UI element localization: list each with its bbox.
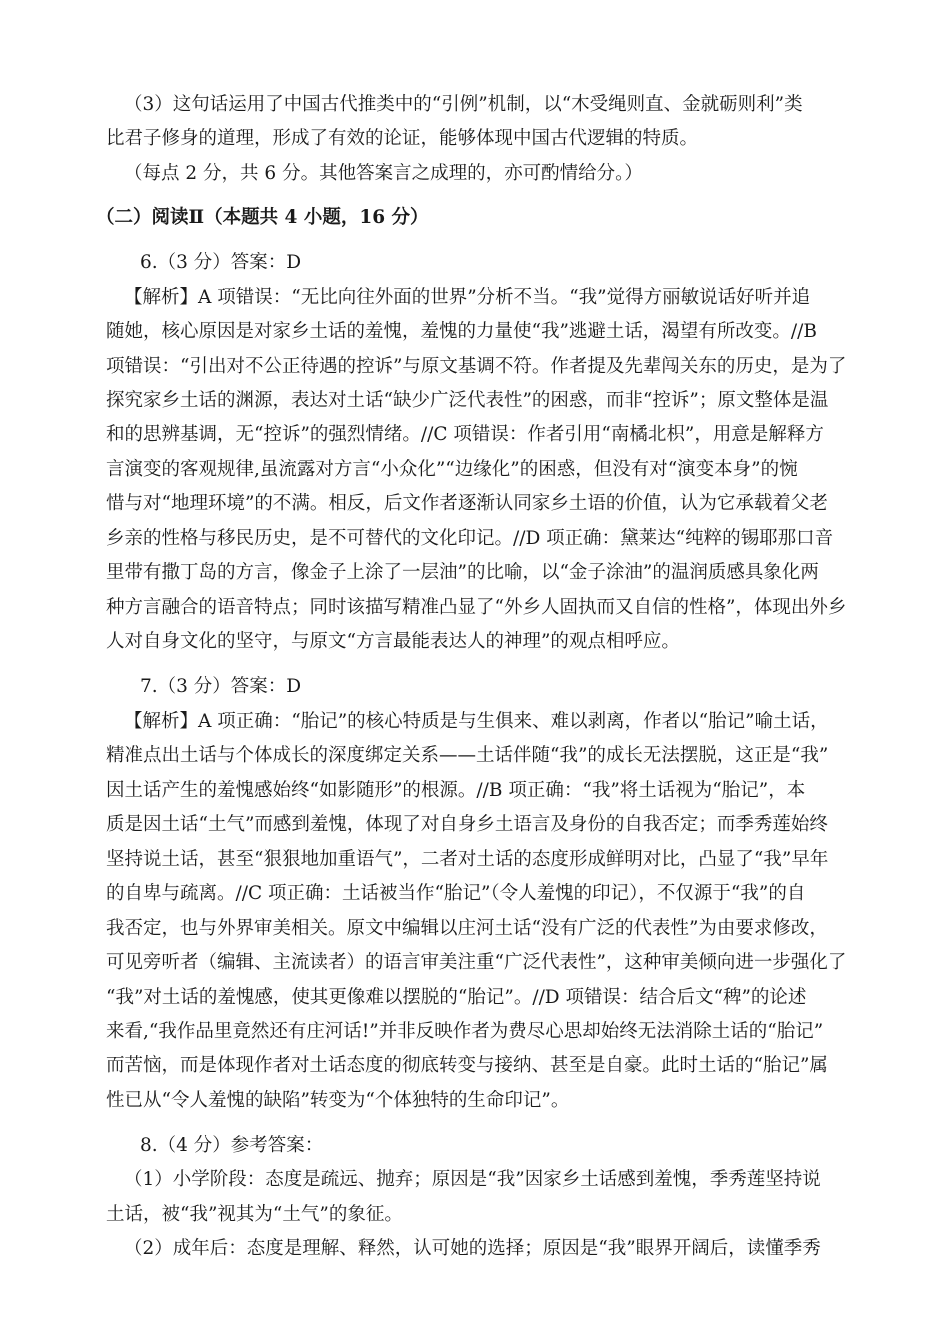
question-7-analysis-line-3: 因土话产生的羞愧感始终“如影随形”的根源。//B 项正确：“我”将土话视为“胎记”，本 bbox=[106, 780, 806, 801]
question-6-analysis-line-10: 种方言融合的语音特点；同时该描写精准凸显了“外乡人固执而又自信的性格”，体现出外乡 bbox=[106, 597, 847, 618]
answer-5-point-3-line-2: 比君子修身的道理，形成了有效的论证，能够体现中国古代逻辑的特质。 bbox=[106, 128, 699, 149]
question-6-answer: 6.（3 分）答案：D bbox=[140, 252, 302, 273]
question-8-answer-heading: 8.（4 分）参考答案： bbox=[140, 1135, 324, 1156]
question-6-analysis-line-2: 随她，核心原因是对家乡土话的羞愧，羞愧的力量使“我”逃避土话，渴望有所改变。//B bbox=[106, 321, 817, 342]
question-7-analysis-line-7: 我否定，也与外界审美相关。原文中编辑以庄河土话“没有广泛的代表性”为由要求修改， bbox=[106, 918, 828, 939]
section-heading-reading-2: （二）阅读Ⅱ（本题共 4 小题，16 分） bbox=[96, 207, 429, 228]
question-7-analysis-line-5: 坚持说土话，甚至“狠狠地加重语气”，二者对土话的态度形成鲜明对比，凸显了“我”早年 bbox=[106, 849, 829, 870]
question-7-analysis-line-6: 的自卑与疏离。//C 项正确：土话被当作“胎记”（令人羞愧的印记），不仅源于“我”的自 bbox=[106, 883, 806, 904]
answer-5-point-3-line-1: （3）这句话运用了中国古代推类中的“引例”机制，以“木受绳则直、金就砺则利”类 bbox=[124, 94, 803, 115]
question-7-analysis-line-9: “我”对土话的羞愧感，使其更像难以摆脱的“胎记”。//D 项错误：结合后文“稗”的论述 bbox=[106, 987, 807, 1008]
question-6-analysis-line-11: 人对自身文化的坚守，与原文“方言最能表达人的神理”的观点相呼应。 bbox=[106, 631, 680, 652]
scoring-note: （每点 2 分，共 6 分。其他答案言之成理的，亦可酌情给分。） bbox=[124, 163, 643, 184]
question-6-analysis-line-9: 里带有撒丁岛的方言，像金子上涂了一层油”的比喻，以“金子涂油”的温润质感具象化两 bbox=[106, 562, 819, 583]
question-6-analysis-line-8: 乡亲的性格与移民历史，是不可替代的文化印记。//D 项正确：黛莱达“纯粹的锡耶那口音 bbox=[106, 528, 834, 549]
question-7-analysis-line-10: 来看,“我作品里竟然还有庄河话!”并非反映作者为费尽心思却始终无法消除土话的“胎记” bbox=[106, 1021, 824, 1042]
question-7-analysis-line-12: 性已从“令人羞愧的缺陷”转变为“个体独特的生命印记”。 bbox=[106, 1090, 570, 1111]
question-6-analysis-line-7: 惜与对“地理环境”的不满。相反，后文作者逐渐认同家乡土语的价值，认为它承载着父老 bbox=[106, 493, 828, 514]
question-6-analysis-line-5: 和的思辨基调，无“控诉”的强烈情绪。//C 项错误：作者引用“南橘北枳”，用意是解释方 bbox=[106, 424, 824, 445]
question-8-point-2-line-1: （2）成年后：态度是理解、释然，认可她的选择；原因是“我”眼界开阔后，读懂季秀 bbox=[124, 1238, 821, 1259]
question-8-point-1-line-1: （1）小学阶段：态度是疏远、抛弃；原因是“我”因家乡土话感到羞愧，季秀莲坚持说 bbox=[124, 1169, 821, 1190]
question-7-analysis-line-8: 可见旁听者（编辑、主流读者）的语言审美注重“广泛代表性”，这种审美倾向进一步强化了 bbox=[106, 952, 847, 973]
question-6-analysis-line-3: 项错误：“引出对不公正待遇的控诉”与原文基调不符。作者提及先辈闯关东的历史，是为了 bbox=[106, 356, 847, 377]
question-6-analysis-line-1: 【解析】A 项错误：“无比向往外面的世界”分析不当。“我”觉得方丽敏说话好听并追 bbox=[124, 287, 811, 308]
question-8-point-1-line-2: 土话，被“我”视其为“土气”的象征。 bbox=[106, 1204, 403, 1225]
question-7-analysis-line-2: 精准点出土话与个体成长的深度绑定关系——土话伴随“我”的成长无法摆脱，这正是“我” bbox=[106, 745, 829, 766]
question-7-answer: 7.（3 分）答案：D bbox=[140, 676, 302, 697]
question-7-analysis-line-1: 【解析】A 项正确：“胎记”的核心特质是与生俱来、难以剥离，作者以“胎记”喻土话， bbox=[124, 711, 829, 732]
question-6-analysis-line-4: 探究家乡土话的渊源，表达对土话“缺少广泛代表性”的困惑，而非“控诉”；原文整体是温 bbox=[106, 390, 829, 411]
question-6-analysis-line-6: 言演变的客观规律,虽流露对方言“小众化”“边缘化”的困惑，但没有对“演变本身”的惋 bbox=[106, 459, 798, 480]
question-7-analysis-line-4: 质是因土话“土气”而感到羞愧，体现了对自身乡土语言及身份的自我否定；而季秀莲始终 bbox=[106, 814, 828, 835]
question-7-analysis-line-11: 而苦恼，而是体现作者对土话态度的彻底转变与接纳、甚至是自豪。此时土话的“胎记”属 bbox=[106, 1055, 828, 1076]
